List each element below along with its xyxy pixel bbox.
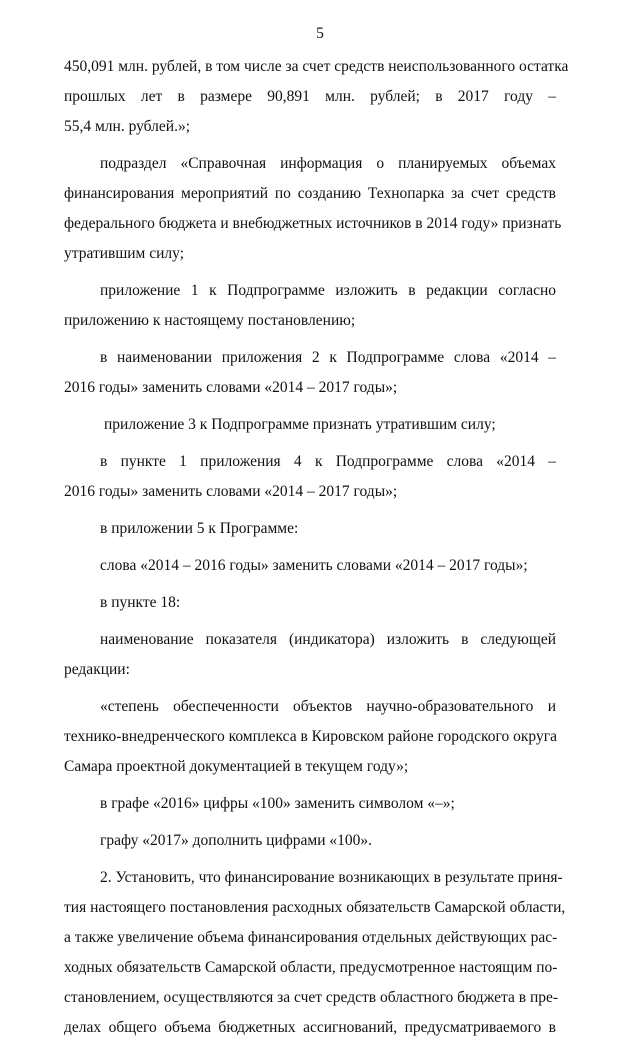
text-line: делах общего объема бюджетных ассигнований, предусматриваемого в xyxy=(64,1019,556,1036)
paragraph-column-2017 xyxy=(64,826,556,856)
paragraph-reference-info xyxy=(64,149,562,269)
text-line: 450,091 млн. рублей, в том числе за счет средств неиспользованного остатка xyxy=(64,58,569,75)
text-line: приложению к настоящему постановлению; xyxy=(64,312,356,329)
paragraph-replace-years xyxy=(64,551,556,581)
paragraph-item-2-financing xyxy=(64,863,566,1043)
document-body xyxy=(64,52,569,1050)
text-line: в приложении 5 к Программе: xyxy=(100,520,299,537)
text-line: тия настоящего постановления расходных обязательств Самарской области, xyxy=(64,899,566,916)
text-line: 2016 годы» заменить словами «2014 – 2017 годы»; xyxy=(64,379,398,396)
text-line: в наименовании приложения 2 к Подпрограмме слова «2014 – xyxy=(100,349,556,366)
text-line: графу «2017» дополнить цифрами «100». xyxy=(100,832,373,849)
text-line: в пункте 1 приложения 4 к Подпрограмме слова «2014 – xyxy=(100,453,556,470)
text-line: 2016 годы» заменить словами «2014 – 2017 годы»; xyxy=(64,483,398,500)
paragraph-appendix-4 xyxy=(64,447,556,507)
text-line: в пункте 18: xyxy=(100,594,181,611)
text-line: становлением, осуществляются за счет средств областного бюджета в пре- xyxy=(64,989,559,1006)
text-line: подраздел «Справочная информация о планируемых объемах xyxy=(100,155,556,172)
text-line: 2. Установить, что финансирование возникающих в результате приня- xyxy=(100,869,563,886)
paragraph-appendix-2 xyxy=(64,343,556,403)
paragraph-appendix-1 xyxy=(64,276,556,336)
text-line: слова «2014 – 2016 годы» заменить словами «2014 – 2017 годы»; xyxy=(100,557,528,574)
paragraph-item-18 xyxy=(64,588,556,618)
page-number: 5 xyxy=(316,25,324,42)
text-line: Самара проектной документацией в текущем году»; xyxy=(64,758,409,775)
paragraph-appendix-3 xyxy=(64,410,556,440)
text-line: прошлых лет в размере 90,891 млн. рублей; в 2017 году – xyxy=(64,88,556,105)
text-line: редакции: xyxy=(64,661,130,678)
text-line: наименование показателя (индикатора) изложить в следующей xyxy=(100,631,556,648)
text-line: утратившим силу; xyxy=(64,245,185,262)
paragraph-column-2016 xyxy=(64,789,556,819)
paragraph-indicator-name xyxy=(64,625,556,685)
text-line: ходных обязательств Самарской области, предусмотренное настоящим по- xyxy=(64,959,558,976)
text-line: 55,4 млн. рублей.»; xyxy=(64,118,191,135)
text-line: технико-внедренческого комплекса в Кировском районе городского округа xyxy=(64,728,557,745)
text-line: приложение 1 к Подпрограмме изложить в редакции согласно xyxy=(100,282,556,299)
text-line: финансирования мероприятий по созданию Технопарка за счет средств xyxy=(64,185,556,202)
text-line: приложение 3 к Подпрограмме признать утратившим силу; xyxy=(104,416,496,433)
paragraph-appendix-5 xyxy=(64,514,556,544)
paragraph-indicator-text xyxy=(64,692,556,782)
paragraph-budget-continuation xyxy=(64,52,569,142)
text-line: в графе «2016» цифры «100» заменить символом «–»; xyxy=(100,795,455,812)
text-line: федерального бюджета и внебюджетных источников в 2014 году» признать xyxy=(64,215,562,232)
text-line: «степень обеспеченности объектов научно-образовательного и xyxy=(100,698,556,715)
text-line: а также увеличение объема финансирования отдельных действующих рас- xyxy=(64,929,558,946)
